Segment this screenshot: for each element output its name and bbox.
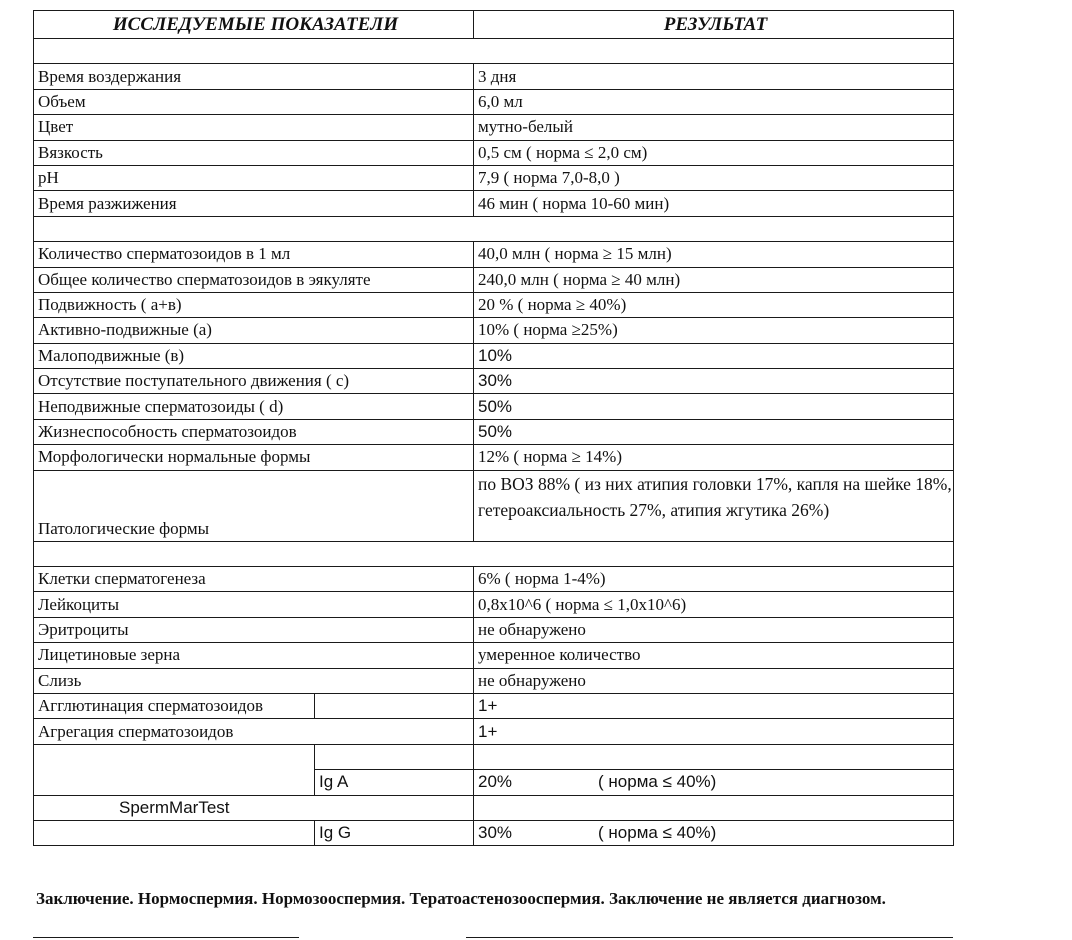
- row-label: Отсутствие поступательного движения ( с): [34, 369, 474, 394]
- row-label: Время воздержания: [34, 64, 474, 89]
- table-row: [34, 470, 954, 541]
- header-result: РЕЗУЛЬТАТ: [474, 11, 954, 39]
- iga-norm: ( норма ≤ 40%): [598, 772, 717, 792]
- row-value: не обнаружено: [474, 617, 954, 642]
- row-label: Общее количество сперматозоидов в эякуляте: [34, 267, 474, 292]
- row-value: 46 мин ( норма 10-60 мин): [474, 191, 954, 216]
- row-label: Патологические формы: [34, 470, 474, 541]
- row-value: мутно-белый: [474, 115, 954, 140]
- spacer-row: [34, 39, 954, 64]
- row-value: 3 дня: [474, 64, 954, 89]
- row-label: Агрегация сперматозоидов: [34, 719, 474, 744]
- table-row: [34, 165, 954, 190]
- row-value: 20 % ( норма ≥ 40%): [474, 292, 954, 317]
- row-value: 0,8х10^6 ( норма ≤ 1,0x10^6): [474, 592, 954, 617]
- table-row: [34, 89, 954, 114]
- igg-value: 30%: [478, 823, 513, 843]
- row-label: Цвет: [34, 115, 474, 140]
- row-label: Клетки сперматогенеза: [34, 567, 474, 592]
- row-value: 6,0 мл: [474, 89, 954, 114]
- row-value: по ВОЗ 88% ( из них атипия головки 17%, капля на шейке 18%, гетероаксиальность 27%, атипия жгутика 26%): [474, 470, 954, 541]
- row-label: Лейкоциты: [34, 592, 474, 617]
- row-label: pH: [34, 165, 474, 190]
- row-label: Агглютинация сперматозоидов: [34, 693, 315, 718]
- igg-result: [474, 820, 954, 845]
- table-row: [34, 668, 954, 693]
- spacer-row: [34, 541, 954, 566]
- row-value: не обнаружено: [474, 668, 954, 693]
- row-label: Эритроциты: [34, 617, 474, 642]
- row-value: 10% ( норма ≥25%): [474, 318, 954, 343]
- row-label: Подвижность ( а+в): [34, 292, 474, 317]
- row-spacer-cell: [315, 693, 474, 718]
- row-label: Морфологически нормальные формы: [34, 445, 474, 470]
- row-value: 0,5 см ( норма ≤ 2,0 см): [474, 140, 954, 165]
- table-row: [34, 343, 954, 368]
- spermmar-igg-row: [34, 820, 954, 845]
- row-value: 50%: [474, 419, 954, 444]
- row-label: Активно-подвижные (а): [34, 318, 474, 343]
- table-row: [34, 267, 954, 292]
- table-row: [34, 719, 954, 744]
- table-row: [34, 567, 954, 592]
- table-row: [34, 191, 954, 216]
- table-row: [34, 292, 954, 317]
- row-value: 7,9 ( норма 7,0-8,0 ): [474, 165, 954, 190]
- table-row: [34, 643, 954, 668]
- row-value: 12% ( норма ≥ 14%): [474, 445, 954, 470]
- table-row: [34, 242, 954, 267]
- row-value: 10%: [474, 343, 954, 368]
- row-value: 240,0 млн ( норма ≥ 40 млн): [474, 267, 954, 292]
- table-row: [34, 693, 954, 718]
- underline-left: [33, 937, 299, 938]
- row-value: 30%: [474, 369, 954, 394]
- table-row: [34, 445, 954, 470]
- table-row: [34, 318, 954, 343]
- row-label: Количество сперматозоидов в 1 мл: [34, 242, 474, 267]
- table-row: [34, 394, 954, 419]
- table-row: [34, 617, 954, 642]
- table-row: [34, 115, 954, 140]
- iga-label: Ig A: [315, 770, 474, 795]
- table-row: [34, 140, 954, 165]
- iga-value: 20%: [478, 772, 513, 792]
- spermmar-iga-row: [34, 770, 954, 795]
- spermmar-label: SpermMarTest: [34, 795, 315, 820]
- row-label: Малоподвижные (в): [34, 343, 474, 368]
- spermmar-label-row: [34, 795, 954, 820]
- row-label: Вязкость: [34, 140, 474, 165]
- row-label: Время разжижения: [34, 191, 474, 216]
- header-parameters: ИССЛЕДУЕМЫЕ ПОКАЗАТЕЛИ: [34, 11, 474, 39]
- row-value: 50%: [474, 394, 954, 419]
- row-value: 40,0 млн ( норма ≥ 15 млн): [474, 242, 954, 267]
- table-row: [34, 592, 954, 617]
- table-row: [34, 419, 954, 444]
- row-label: Жизнеспособность сперматозоидов: [34, 419, 474, 444]
- table-row: [34, 369, 954, 394]
- table-row: [34, 64, 954, 89]
- row-label: Объем: [34, 89, 474, 114]
- row-label: Слизь: [34, 668, 474, 693]
- underline-right: [466, 937, 953, 938]
- conclusion-text: Заключение. Нормоспермия. Нормозооспермия. Тератоастенозооспермия. Заключение не является диагнозом.: [36, 889, 886, 908]
- igg-label: Ig G: [315, 820, 474, 845]
- row-value: умеренное количество: [474, 643, 954, 668]
- igg-norm: ( норма ≤ 40%): [598, 823, 717, 843]
- row-value: 1+: [474, 719, 954, 744]
- row-label: Неподвижные сперматозоиды ( d): [34, 394, 474, 419]
- analysis-table: [33, 10, 954, 846]
- iga-result: [474, 770, 954, 795]
- spermmar-spacer-row: [34, 744, 954, 769]
- row-value: 6% ( норма 1-4%): [474, 567, 954, 592]
- row-value: 1+: [474, 693, 954, 718]
- table-header: [34, 11, 954, 39]
- spacer-row: [34, 216, 954, 241]
- row-label: Лицетиновые зерна: [34, 643, 474, 668]
